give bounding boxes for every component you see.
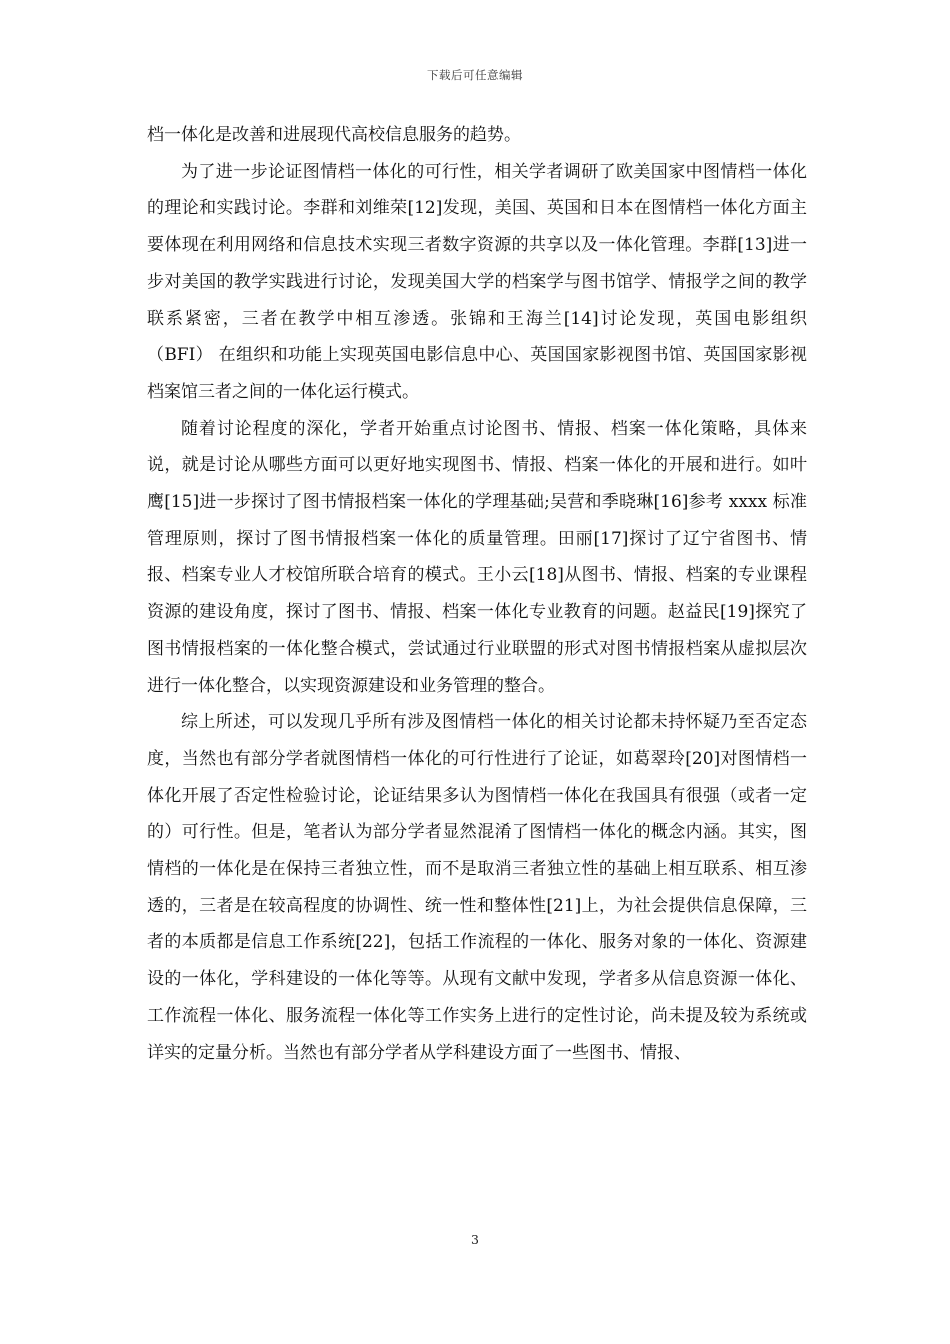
page-number: 3	[471, 1232, 479, 1247]
body-text	[147, 117, 807, 1071]
paragraph-integration-strategy: 随着讨论程度的深化，学者开始重点讨论图书、情报、档案一体化策略，具体来说，就是讨论从哪些方面可以更好地实现图书、情报、档案一体化的开展和进行。如叶鹰[15]进一步探讨了图书情报档案一体化的学理基础;吴营和季晓琳[16]参考 xxxx 标准管理原则，探讨了图书情报档案一体化的质量管理。田丽[17]探讨了辽宁省图书、情报、档案专业人才校馆所联合培育的模式。王小云[18]从图书、情报、档案的专业课程资源的建设角度，探讨了图书、情报、档案一体化专业教育的问题。赵益民[19]探究了图书情报档案的一体化整合模式，尝试通过行业联盟的形式对图书情报档案从虚拟层次进行一体化整合，以实现资源建设和业务管理的整合。	[147, 418, 807, 696]
paragraph-continuation: 档一体化是改善和进展现代高校信息服务的趋势。	[147, 125, 521, 145]
paragraph-feasibility-research: 为了进一步论证图情档一体化的可行性，相关学者调研了欧美国家中图情档一体化的理论和实践讨论。李群和刘维荣[12]发现，美国、英国和日本在图情档一体化方面主要体现在利用网络和信息技术实现三者数字资源的共享以及一体化管理。李群[13]进一步对美国的教学实践进行讨论，发现美国大学的档案学与图书馆学、情报学之间的教学联系紧密，三者在教学中相互渗透。张锦和王海兰[14]讨论发现，英国电影组织（BFI） 在组织和功能上实现英国电影信息中心、英国国家影视图书馆、英国国家影视档案馆三者之间的一体化运行模式。	[147, 161, 807, 402]
paragraph-summary: 综上所述，可以发现几乎所有涉及图情档一体化的相关讨论都未持怀疑乃至否定态度，当然也有部分学者就图情档一体化的可行性进行了论证，如葛翠玲[20]对图情档一体化开展了否定性检验讨论，论证结果多认为图情档一体化在我国具有很强（或者一定的）可行性。但是，笔者认为部分学者显然混淆了图情档一体化的概念内涵。其实，图情档的一体化是在保持三者独立性，而不是取消三者独立性的基础上相互联系、相互渗透的，三者是在较高程度的协调性、统一性和整体性[21]上，为社会提供信息保障，三者的本质都是信息工作系统[22]，包括工作流程的一体化、服务对象的一体化、资源建设的一体化，学科建设的一体化等等。从现有文献中发现，学者多从信息资源一体化、工作流程一体化、服务流程一体化等工作实务上进行的定性讨论，尚未提及较为系统或详实的定量分析。当然也有部分学者从学科建设方面了一些图书、情报、	[147, 712, 807, 1063]
page-header: 下载后可任意编辑	[427, 68, 523, 82]
